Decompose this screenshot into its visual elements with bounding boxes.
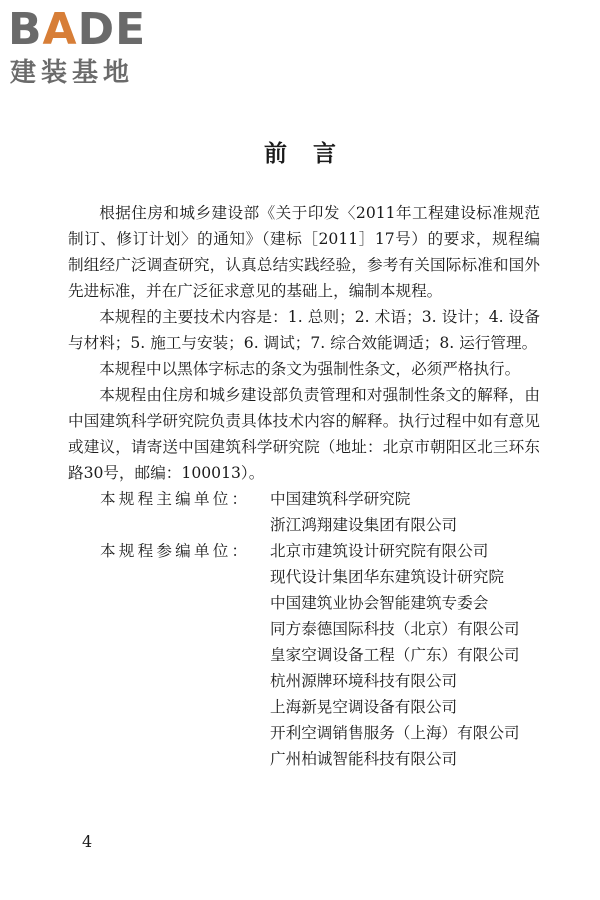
participating-unit: 杭州源牌环境科技有限公司 (270, 672, 458, 690)
logo-wordmark (8, 2, 146, 58)
logo-letter-a: A (42, 4, 78, 55)
logo-letters-rest: DE (77, 4, 147, 55)
paragraph-background: 根据住房和城乡建设部《关于印发〈2011年工程建设标准规范制订、修订计划〉的通知》（建标［2011］17号）的要求，规程编制组经广泛调查研究，认真总结实践经验，参考有关国际标准和国外先进标准，并在广泛征求意见的基础上，编制本规程。 (68, 204, 540, 300)
bade-logo (8, 2, 178, 92)
participating-unit: 上海新晃空调设备有限公司 (270, 698, 458, 716)
paragraph-mandatory: 本规程中以黑体字标志的条文为强制性条文，必须严格执行。 (99, 360, 521, 378)
logo-letter-b: B (8, 4, 43, 55)
participating-unit: 广州柏诚智能科技有限公司 (270, 750, 458, 768)
participating-unit: 北京市建筑设计研究院有限公司 (270, 542, 489, 560)
paragraph-contents: 本规程的主要技术内容是：1. 总则；2. 术语；3. 设计；4. 设备与材料；5. 施工与安装；6. 调试；7. 综合效能调适；8. 运行管理。 (68, 308, 540, 352)
chief-editor-unit: 中国建筑科学研究院 (270, 490, 411, 508)
chief-editor-label: 本规程主编单位： (100, 490, 251, 508)
preface-body (68, 200, 540, 772)
participating-unit: 现代设计集团华东建筑设计研究院 (270, 568, 504, 586)
participating-unit: 中国建筑业协会智能建筑专委会 (270, 594, 489, 612)
page-number: 4 (82, 832, 93, 851)
page-title: 前言 (264, 141, 362, 167)
paragraph-management: 本规程由住房和城乡建设部负责管理和对强制性条文的解释，由中国建筑科学研究院负责具体技术内容的解释。执行过程中如有意见或建议，请寄送中国建筑科学研究院（地址：北京市朝阳区北三环东路30号，邮编：100013）。 (68, 386, 540, 482)
participating-label: 本规程参编单位： (100, 542, 251, 560)
participating-unit: 同方泰德国际科技（北京）有限公司 (270, 620, 520, 638)
chief-editor-unit: 浙江鸿翔建设集团有限公司 (270, 516, 458, 534)
logo-subtitle: 建装基地 (10, 58, 135, 88)
participating-unit: 开利空调销售服务（上海）有限公司 (270, 724, 520, 742)
participating-units (68, 538, 540, 772)
participating-unit: 皇家空调设备工程（广东）有限公司 (270, 646, 520, 664)
chief-editor-units (68, 486, 540, 538)
